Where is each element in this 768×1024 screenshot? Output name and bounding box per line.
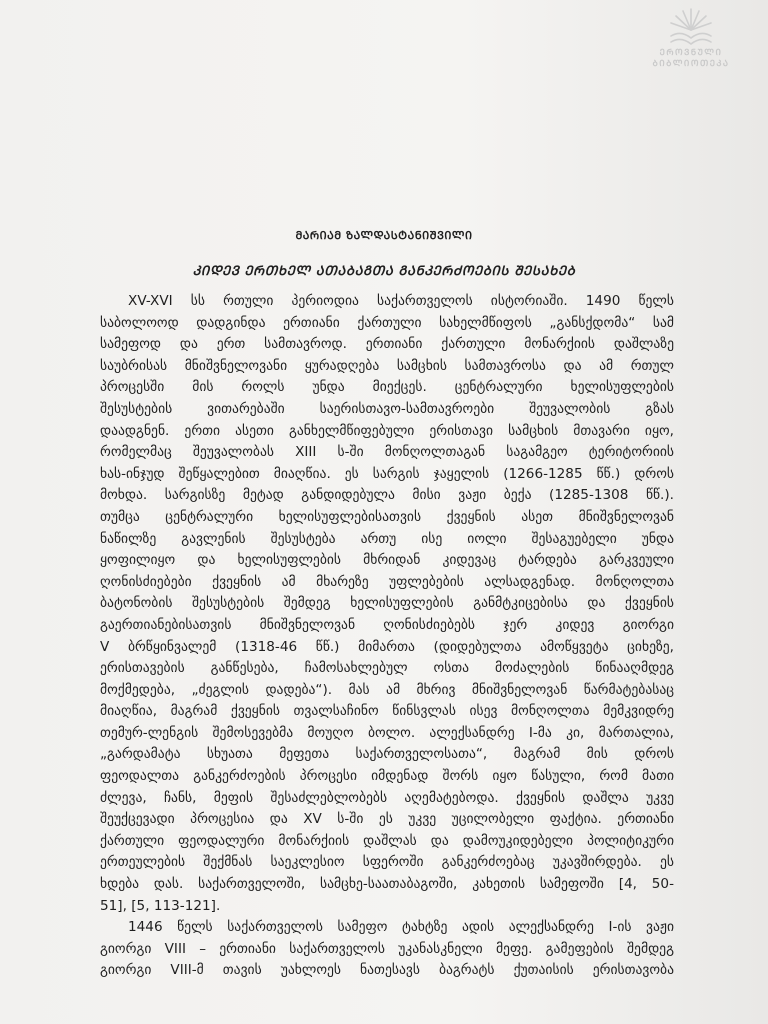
body-line: საბოლოოდ დადგინდა ერთიანი ქართული სახელმწიფოს „განსქდომა“ სამ	[100, 314, 674, 331]
body-line: „გარდამატა სხუათა მეფეთა საქართველოსათა“, მაგრამ მის დროს	[100, 746, 674, 763]
article-body	[100, 291, 674, 982]
body-line: XV-XVI სს რთული პერიოდია საქართველოს ისტორიაში. 1490 წელს	[128, 293, 674, 309]
body-line: თემურ-ლენგის შემოსევებმა მოუღო ბოლო. ალექსანდრე I-მა კი, მართალია,	[100, 724, 674, 741]
body-line: მოხდა. სარგისზე მეტად განდიდებულა მისი ვაჟი ბექა (1285-1308 წწ.).	[100, 487, 674, 504]
body-line: ღონისძიებები ქვეყნის ამ მხარეზე უფლებების ალსადგენად. მონღოლთა	[100, 573, 674, 590]
body-line: მიაღწია, მაგრამ ქვეყნის თვალსაჩინო წინსვლას ისევ მონღოლთა მემკვიდრე	[100, 703, 674, 720]
body-line: გაერთიანებისათვის მნიშვნელოვან ღონისძიებებს ჯერ კიდევ გიორგი	[100, 616, 674, 633]
logo-text-line2: ᲑᲘᲑᲚᲘᲝᲗᲔᲙᲐ	[652, 59, 730, 69]
article-title: ᲙᲘᲓᲔᲕ ᲔᲠᲗᲮᲔᲚ ᲐᲗᲐᲑᲐᲒᲗᲐ ᲒᲐᲜᲙᲔᲠᲫᲝᲔᲑᲘᲡ ᲨᲔᲡᲐᲮᲔᲑ	[192, 264, 576, 279]
logo-text-line1: ᲔᲠᲝᲕᲜᲣᲚᲘ	[659, 48, 723, 58]
body-line: დაადგნენ. ერთი ასეთი განხელმწიფებული ერისთავი სამცხის მთავარი იყო,	[100, 422, 674, 439]
body-line: სამეფოდ და ერთ სამთავროდ. ერთიანი ქართული მონარქიის დაშლაზე	[100, 336, 674, 353]
body-line: პროცესში მის როლს უნდა მიექცეს. ცენტრალური ხელისუფლების	[100, 379, 674, 396]
body-line: რომელმაც შეუვალობას XIII ს-ში მონღოლთაგან საგამგეო ტერიტორიის	[100, 444, 674, 461]
body-line: ხას-ინჯუდ შეწყალებით მიაღწია. ეს სარგის ჯაყელის (1266-1285 წწ.) დროს	[100, 465, 674, 482]
open-book-with-rays-icon	[668, 6, 714, 48]
body-line: საუბრისას მნიშვნელოვანი ყურადღება სამცხის სამთავროსა და ამ რთულ	[100, 357, 674, 374]
body-line: ფეოდალთა განკერძოების პროცესი იმდენად შორს იყო წასული, რომ მათი	[100, 768, 674, 785]
body-line: მოქმედება, „ძეგლის დადება“). მას ამ მხრივ მნიშვნელოვან წარმატებასაც	[100, 681, 674, 698]
body-line: ხდება დას. საქართველოში, სამცხე-საათაბაგოში, კახეთის სამეფოში [4, 50-	[100, 876, 674, 893]
library-logo	[626, 6, 756, 86]
body-line: 51], [5, 113-121].	[100, 897, 221, 914]
body-line: ნაწილზე გავლენის შესუსტება ართუ ისე იოლი შესაგუებელი უნდა	[100, 530, 674, 547]
body-line: ერისთავების განწესება, ჩამოსახლებულ ოსთა მოძალების წინააღმდეგ	[100, 660, 674, 677]
body-line: ძლევა, ჩანს, მეფის შესაძლებლობებს აღემატებოდა. ქვეყნის დაშლა უკვე	[100, 789, 674, 806]
body-line: თუმცა ცენტრალური ხელისუფლებისათვის ქვეყნის ასეთ მნიშვნელოვან	[100, 508, 674, 525]
body-line: ყოფილიყო და ხელისუფლების მხრიდან კიდევაც ტარდება გარკვეული	[100, 552, 674, 569]
body-line: ქართული ფეოდალური მონარქიის დაშლას და დამოუკიდებელი პოლიტიკური	[100, 832, 674, 849]
body-line: გიორგი VIII – ერთიანი საქართველოს უკანასკნელი მეფე. გამეფების შემდეგ	[100, 940, 674, 957]
body-line: შესუსტების ვითარებაში საერისთავო-სამთავროები შეუვალობის გზას	[100, 400, 674, 417]
body-line: V ბრწყინვალემ (1318-46 წწ.) მიმართა (დიდებულთა ამოწყვეტა ციხეზე,	[100, 638, 674, 655]
body-line: ბატონობის შესუსტების შემდეგ ხელისუფლების განმტკიცებისა და ქვეყნის	[100, 595, 674, 612]
body-line: 1446 წელს საქართველოს სამეფო ტახტზე ადის ალექსანდრე I-ის ვაჟი	[128, 919, 674, 936]
body-line: ერთეულების შექმნას საეკლესიო სფეროში განკერძოებაც უკავშირდება. ეს	[100, 854, 674, 871]
article-author: ᲛᲐᲠᲘᲐᲛ ᲖᲐᲚᲓᲐᲡᲢᲐᲜᲘᲨᲕᲘᲚᲘ	[295, 229, 473, 242]
body-line: შეუქცევადი პროცესია და XV ს-ში ეს უკვე უცილობელი ფაქტია. ერთიანი	[100, 811, 674, 828]
body-line: გიორგი VIII-მ თავის უახლოეს ნათესავს ბაგრატს ქუთაისის ერისთავობა	[100, 962, 674, 979]
